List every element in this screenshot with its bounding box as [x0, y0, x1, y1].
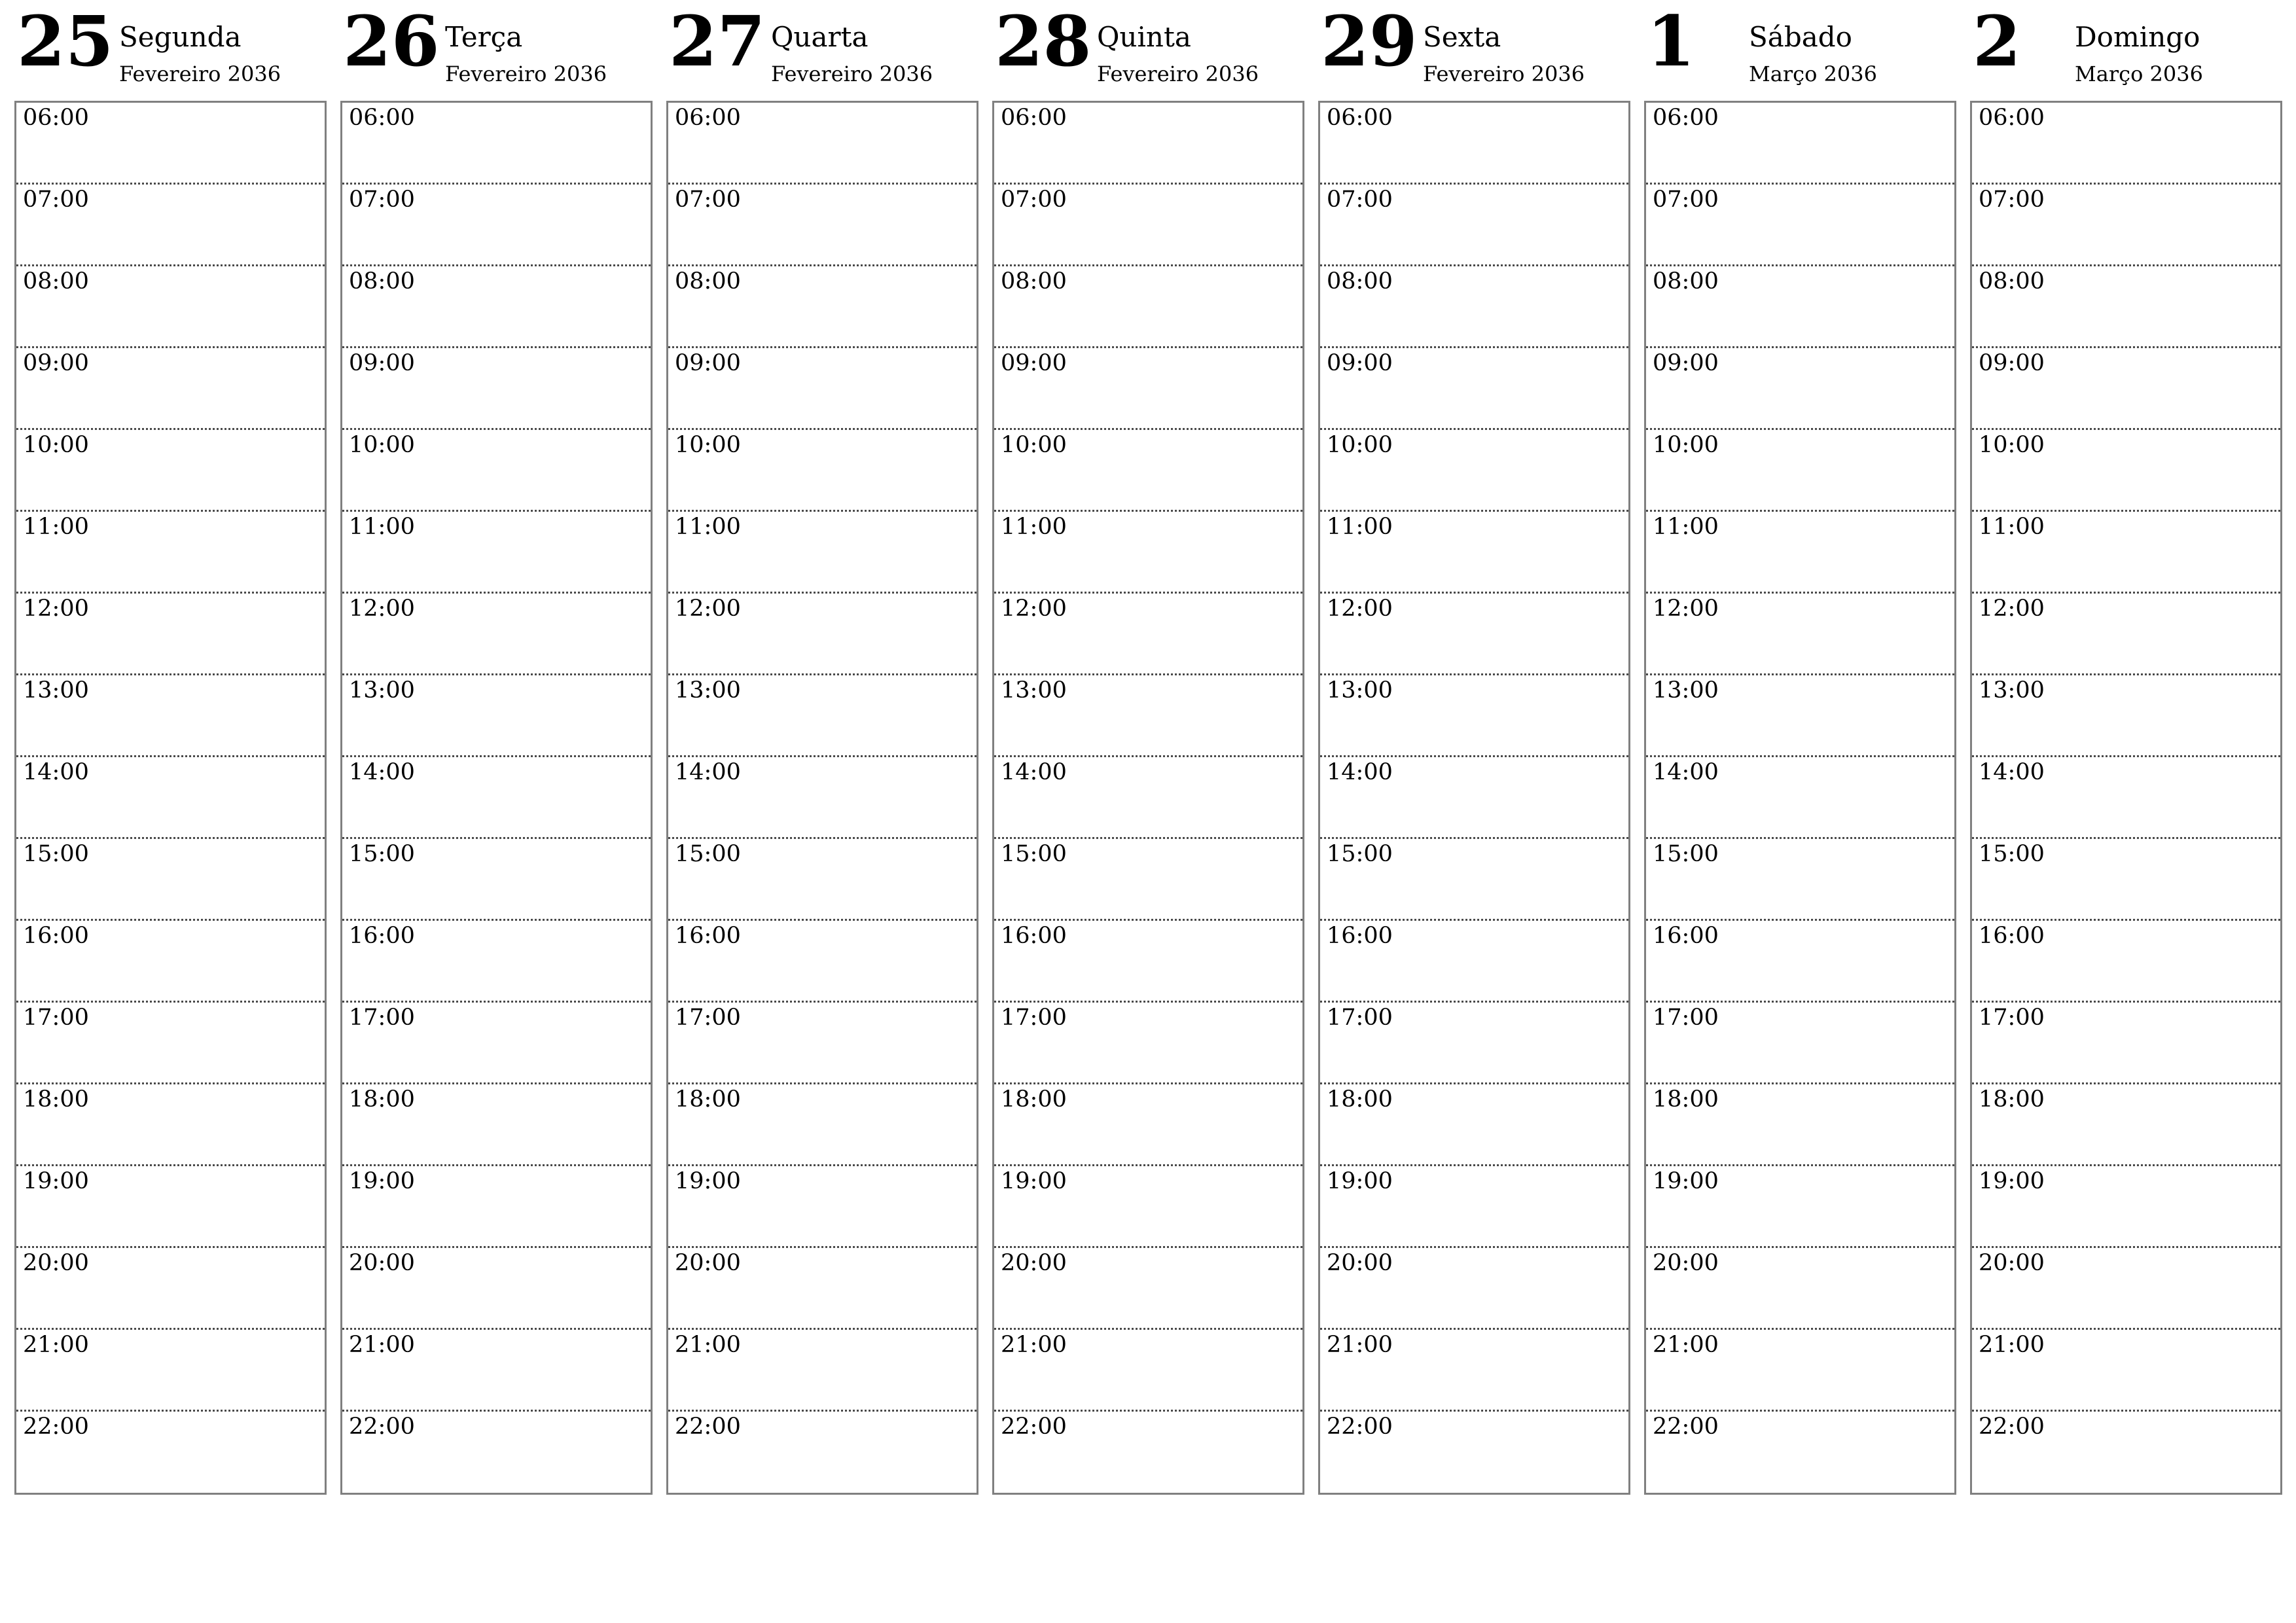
hour-slot[interactable] [1320, 839, 1628, 921]
hour-slot[interactable] [1646, 1084, 1954, 1166]
month-year: Fevereiro 2036 [1423, 62, 1585, 86]
hour-grid [666, 101, 978, 1495]
hour-label: 11:00 [1979, 514, 2045, 540]
day-header [14, 0, 327, 98]
hour-label: 16:00 [349, 923, 415, 949]
hour-slot[interactable] [1972, 1330, 2280, 1412]
hour-label: 15:00 [1001, 841, 1067, 867]
hour-label: 16:00 [23, 923, 89, 949]
hour-slot[interactable] [1646, 185, 1954, 266]
hour-label: 06:00 [1979, 105, 2045, 131]
hour-label: 18:00 [1001, 1086, 1067, 1113]
hour-slot[interactable] [994, 839, 1302, 921]
hour-label: 22:00 [1001, 1414, 1067, 1440]
hour-slot[interactable] [1320, 675, 1628, 757]
hour-slot[interactable] [1972, 921, 2280, 1003]
hour-slot[interactable] [16, 185, 325, 266]
hour-slot[interactable] [1972, 348, 2280, 430]
day-column-monday [14, 0, 327, 1499]
day-column-friday [1318, 0, 1630, 1499]
hour-slot[interactable] [1646, 266, 1954, 348]
hour-label: 10:00 [1979, 432, 2045, 458]
hour-slot[interactable] [342, 1330, 651, 1412]
hour-slot[interactable] [16, 512, 325, 594]
hour-slot[interactable] [16, 1166, 325, 1248]
hour-label: 14:00 [1001, 759, 1067, 785]
hour-label: 15:00 [23, 841, 89, 867]
hour-label: 11:00 [675, 514, 741, 540]
hour-slot[interactable] [1972, 1248, 2280, 1330]
hour-slot[interactable] [16, 594, 325, 675]
day-header [1644, 0, 1956, 98]
hour-slot[interactable] [342, 266, 651, 348]
month-year: Fevereiro 2036 [1097, 62, 1259, 86]
hour-label: 14:00 [675, 759, 741, 785]
hour-label: 20:00 [1653, 1250, 1719, 1276]
hour-label: 18:00 [1979, 1086, 2045, 1113]
hour-label: 12:00 [675, 596, 741, 622]
hour-slot[interactable] [1972, 185, 2280, 266]
hour-slot[interactable] [342, 675, 651, 757]
hour-slot[interactable] [16, 1412, 325, 1493]
hour-slot[interactable] [1646, 594, 1954, 675]
hour-label: 18:00 [675, 1086, 741, 1113]
hour-slot[interactable] [1972, 103, 2280, 185]
hour-label: 07:00 [675, 187, 741, 213]
hour-label: 08:00 [1001, 268, 1067, 294]
hour-slot[interactable] [1646, 103, 1954, 185]
day-header [666, 0, 978, 98]
hour-slot[interactable] [994, 1166, 1302, 1248]
hour-label: 19:00 [23, 1168, 89, 1194]
hour-slot[interactable] [1320, 1248, 1628, 1330]
hour-slot[interactable] [342, 512, 651, 594]
hour-label: 06:00 [349, 105, 415, 131]
hour-label: 22:00 [1327, 1414, 1393, 1440]
hour-slot[interactable] [16, 757, 325, 839]
hour-slot[interactable] [994, 512, 1302, 594]
hour-label: 07:00 [1979, 187, 2045, 213]
hour-label: 17:00 [1653, 1005, 1719, 1031]
day-header [992, 0, 1304, 98]
day-number: 26 [343, 0, 440, 82]
hour-slot[interactable] [1646, 1330, 1954, 1412]
hour-slot[interactable] [668, 1166, 977, 1248]
hour-slot[interactable] [1320, 185, 1628, 266]
hour-label: 10:00 [1001, 432, 1067, 458]
hour-label: 16:00 [675, 923, 741, 949]
hour-label: 15:00 [675, 841, 741, 867]
hour-slot[interactable] [1646, 1248, 1954, 1330]
hour-label: 21:00 [349, 1332, 415, 1358]
hour-slot[interactable] [994, 1084, 1302, 1166]
hour-label: 20:00 [1327, 1250, 1393, 1276]
hour-label: 13:00 [23, 677, 89, 704]
hour-label: 17:00 [23, 1005, 89, 1031]
weekday-name: Sábado [1749, 21, 1852, 53]
hour-label: 11:00 [1001, 514, 1067, 540]
hour-label: 17:00 [1327, 1005, 1393, 1031]
hour-label: 14:00 [1979, 759, 2045, 785]
hour-slot[interactable] [1320, 1330, 1628, 1412]
hour-label: 19:00 [349, 1168, 415, 1194]
weekday-name: Terça [445, 21, 523, 53]
hour-slot[interactable] [16, 1084, 325, 1166]
hour-label: 15:00 [1653, 841, 1719, 867]
hour-slot[interactable] [16, 1003, 325, 1084]
hour-label: 16:00 [1653, 923, 1719, 949]
hour-slot[interactable] [668, 1248, 977, 1330]
hour-slot[interactable] [668, 348, 977, 430]
hour-label: 21:00 [1001, 1332, 1067, 1358]
hour-slot[interactable] [994, 921, 1302, 1003]
hour-label: 21:00 [1327, 1332, 1393, 1358]
hour-slot[interactable] [1320, 1084, 1628, 1166]
hour-label: 10:00 [349, 432, 415, 458]
day-number: 27 [669, 0, 766, 82]
hour-slot[interactable] [1320, 430, 1628, 512]
hour-label: 10:00 [675, 432, 741, 458]
hour-label: 12:00 [1001, 596, 1067, 622]
hour-slot[interactable] [342, 430, 651, 512]
hour-slot[interactable] [1320, 921, 1628, 1003]
hour-label: 10:00 [23, 432, 89, 458]
hour-slot[interactable] [1646, 348, 1954, 430]
month-year: Fevereiro 2036 [445, 62, 607, 86]
hour-slot[interactable] [1320, 1003, 1628, 1084]
hour-slot[interactable] [1972, 1003, 2280, 1084]
hour-label: 21:00 [675, 1332, 741, 1358]
weekday-name: Quarta [771, 21, 869, 53]
weekday-name: Sexta [1423, 21, 1501, 53]
hour-label: 19:00 [1979, 1168, 2045, 1194]
month-year: Março 2036 [2075, 62, 2203, 86]
hour-label: 09:00 [1979, 350, 2045, 376]
hour-slot[interactable] [16, 675, 325, 757]
hour-label: 17:00 [1979, 1005, 2045, 1031]
hour-label: 16:00 [1979, 923, 2045, 949]
hour-slot[interactable] [668, 512, 977, 594]
hour-grid [1318, 101, 1630, 1495]
hour-label: 08:00 [23, 268, 89, 294]
hour-grid [1644, 101, 1956, 1495]
hour-label: 06:00 [1653, 105, 1719, 131]
hour-label: 22:00 [1979, 1414, 2045, 1440]
hour-slot[interactable] [342, 1412, 651, 1493]
hour-label: 07:00 [23, 187, 89, 213]
hour-label: 14:00 [349, 759, 415, 785]
hour-slot[interactable] [1646, 1412, 1954, 1493]
hour-label: 20:00 [1979, 1250, 2045, 1276]
hour-label: 17:00 [349, 1005, 415, 1031]
hour-slot[interactable] [16, 430, 325, 512]
hour-slot[interactable] [1320, 266, 1628, 348]
hour-label: 19:00 [1653, 1168, 1719, 1194]
hour-slot[interactable] [1320, 1412, 1628, 1493]
hour-slot[interactable] [342, 1166, 651, 1248]
hour-slot[interactable] [1972, 512, 2280, 594]
hour-slot[interactable] [994, 1003, 1302, 1084]
hour-label: 07:00 [1001, 187, 1067, 213]
hour-label: 10:00 [1327, 432, 1393, 458]
hour-label: 14:00 [1653, 759, 1719, 785]
day-header [1970, 0, 2282, 98]
hour-label: 12:00 [349, 596, 415, 622]
hour-label: 20:00 [675, 1250, 741, 1276]
hour-grid [14, 101, 327, 1495]
hour-label: 21:00 [23, 1332, 89, 1358]
hour-slot[interactable] [668, 594, 977, 675]
hour-slot[interactable] [16, 1248, 325, 1330]
hour-slot[interactable] [1972, 675, 2280, 757]
hour-slot[interactable] [1972, 1412, 2280, 1493]
hour-slot[interactable] [1320, 512, 1628, 594]
hour-label: 13:00 [1001, 677, 1067, 704]
hour-slot[interactable] [668, 185, 977, 266]
hour-slot[interactable] [1646, 675, 1954, 757]
hour-slot[interactable] [342, 839, 651, 921]
hour-label: 13:00 [675, 677, 741, 704]
hour-slot[interactable] [668, 675, 977, 757]
hour-slot[interactable] [668, 103, 977, 185]
hour-label: 07:00 [1653, 187, 1719, 213]
weekday-name: Domingo [2075, 21, 2200, 53]
hour-label: 20:00 [1001, 1250, 1067, 1276]
hour-slot[interactable] [342, 348, 651, 430]
hour-label: 09:00 [1001, 350, 1067, 376]
hour-label: 08:00 [1653, 268, 1719, 294]
hour-label: 12:00 [1327, 596, 1393, 622]
hour-slot[interactable] [994, 266, 1302, 348]
day-header [340, 0, 653, 98]
hour-label: 09:00 [349, 350, 415, 376]
hour-slot[interactable] [1320, 103, 1628, 185]
hour-label: 14:00 [1327, 759, 1393, 785]
hour-slot[interactable] [1646, 839, 1954, 921]
hour-label: 07:00 [349, 187, 415, 213]
hour-label: 11:00 [349, 514, 415, 540]
hour-slot[interactable] [1972, 1166, 2280, 1248]
hour-label: 19:00 [675, 1168, 741, 1194]
hour-slot[interactable] [1646, 1003, 1954, 1084]
hour-slot[interactable] [994, 348, 1302, 430]
day-number: 28 [995, 0, 1092, 82]
hour-slot[interactable] [668, 430, 977, 512]
hour-slot[interactable] [668, 1003, 977, 1084]
hour-label: 22:00 [23, 1414, 89, 1440]
hour-slot[interactable] [1320, 757, 1628, 839]
hour-slot[interactable] [668, 921, 977, 1003]
hour-label: 18:00 [1327, 1086, 1393, 1113]
hour-slot[interactable] [668, 1412, 977, 1493]
hour-label: 12:00 [1653, 596, 1719, 622]
hour-label: 14:00 [23, 759, 89, 785]
day-number: 1 [1647, 0, 1695, 82]
hour-slot[interactable] [1972, 430, 2280, 512]
hour-slot[interactable] [1646, 430, 1954, 512]
hour-slot[interactable] [1320, 348, 1628, 430]
hour-slot[interactable] [994, 1248, 1302, 1330]
weekday-name: Quinta [1097, 21, 1191, 53]
hour-label: 19:00 [1001, 1168, 1067, 1194]
hour-slot[interactable] [16, 839, 325, 921]
hour-label: 21:00 [1979, 1332, 2045, 1358]
hour-label: 13:00 [349, 677, 415, 704]
hour-slot[interactable] [342, 185, 651, 266]
hour-slot[interactable] [342, 1084, 651, 1166]
day-column-thursday [992, 0, 1304, 1499]
hour-slot[interactable] [1646, 757, 1954, 839]
hour-label: 06:00 [1327, 105, 1393, 131]
hour-label: 15:00 [349, 841, 415, 867]
month-year: Março 2036 [1749, 62, 1877, 86]
hour-label: 12:00 [23, 596, 89, 622]
month-year: Fevereiro 2036 [771, 62, 933, 86]
month-year: Fevereiro 2036 [119, 62, 281, 86]
hour-slot[interactable] [994, 757, 1302, 839]
hour-label: 15:00 [1979, 841, 2045, 867]
day-column-wednesday [666, 0, 978, 1499]
hour-label: 11:00 [1327, 514, 1393, 540]
hour-label: 13:00 [1653, 677, 1719, 704]
hour-slot[interactable] [668, 1330, 977, 1412]
day-column-sunday [1970, 0, 2282, 1499]
day-number: 25 [17, 0, 114, 82]
hour-label: 08:00 [675, 268, 741, 294]
hour-label: 09:00 [23, 350, 89, 376]
hour-label: 08:00 [349, 268, 415, 294]
hour-label: 12:00 [1979, 596, 2045, 622]
hour-slot[interactable] [1646, 1166, 1954, 1248]
hour-slot[interactable] [668, 757, 977, 839]
hour-slot[interactable] [342, 757, 651, 839]
hour-label: 22:00 [349, 1414, 415, 1440]
hour-label: 06:00 [675, 105, 741, 131]
hour-slot[interactable] [16, 921, 325, 1003]
hour-slot[interactable] [1972, 757, 2280, 839]
hour-label: 18:00 [349, 1086, 415, 1113]
day-column-tuesday [340, 0, 653, 1499]
hour-label: 08:00 [1979, 268, 2045, 294]
day-number: 29 [1321, 0, 1418, 82]
hour-slot[interactable] [994, 430, 1302, 512]
hour-slot[interactable] [1646, 921, 1954, 1003]
hour-label: 18:00 [23, 1086, 89, 1113]
hour-slot[interactable] [342, 1003, 651, 1084]
hour-label: 17:00 [675, 1005, 741, 1031]
hour-label: 22:00 [675, 1414, 741, 1440]
hour-slot[interactable] [342, 921, 651, 1003]
hour-slot[interactable] [994, 675, 1302, 757]
hour-slot[interactable] [1320, 594, 1628, 675]
hour-label: 17:00 [1001, 1005, 1067, 1031]
hour-slot[interactable] [342, 1248, 651, 1330]
hour-slot[interactable] [1320, 1166, 1628, 1248]
hour-slot[interactable] [994, 594, 1302, 675]
day-column-saturday [1644, 0, 1956, 1499]
hour-slot[interactable] [1972, 839, 2280, 921]
hour-slot[interactable] [16, 1330, 325, 1412]
hour-label: 08:00 [1327, 268, 1393, 294]
hour-slot[interactable] [342, 103, 651, 185]
hour-label: 19:00 [1327, 1168, 1393, 1194]
hour-grid [1970, 101, 2282, 1495]
hour-slot[interactable] [994, 103, 1302, 185]
hour-label: 07:00 [1327, 187, 1393, 213]
hour-label: 11:00 [1653, 514, 1719, 540]
hour-label: 21:00 [1653, 1332, 1719, 1358]
day-number: 2 [1973, 0, 2021, 82]
hour-label: 20:00 [349, 1250, 415, 1276]
hour-grid [992, 101, 1304, 1495]
hour-slot[interactable] [668, 839, 977, 921]
hour-label: 09:00 [1653, 350, 1719, 376]
hour-label: 06:00 [23, 105, 89, 131]
hour-label: 09:00 [1327, 350, 1393, 376]
hour-grid [340, 101, 653, 1495]
day-header [1318, 0, 1630, 98]
hour-slot[interactable] [668, 1084, 977, 1166]
hour-label: 22:00 [1653, 1414, 1719, 1440]
hour-label: 15:00 [1327, 841, 1393, 867]
hour-slot[interactable] [1972, 594, 2280, 675]
hour-slot[interactable] [16, 348, 325, 430]
hour-slot[interactable] [1972, 266, 2280, 348]
hour-slot[interactable] [994, 1412, 1302, 1493]
hour-slot[interactable] [16, 266, 325, 348]
hour-slot[interactable] [994, 185, 1302, 266]
weekday-name: Segunda [119, 21, 242, 53]
hour-label: 13:00 [1979, 677, 2045, 704]
hour-slot[interactable] [1972, 1084, 2280, 1166]
hour-label: 09:00 [675, 350, 741, 376]
hour-slot[interactable] [342, 594, 651, 675]
hour-label: 13:00 [1327, 677, 1393, 704]
hour-label: 20:00 [23, 1250, 89, 1276]
hour-label: 18:00 [1653, 1086, 1719, 1113]
hour-slot[interactable] [668, 266, 977, 348]
hour-label: 16:00 [1327, 923, 1393, 949]
hour-label: 11:00 [23, 514, 89, 540]
hour-label: 16:00 [1001, 923, 1067, 949]
hour-label: 06:00 [1001, 105, 1067, 131]
hour-label: 10:00 [1653, 432, 1719, 458]
hour-slot[interactable] [1646, 512, 1954, 594]
hour-slot[interactable] [16, 103, 325, 185]
hour-slot[interactable] [994, 1330, 1302, 1412]
